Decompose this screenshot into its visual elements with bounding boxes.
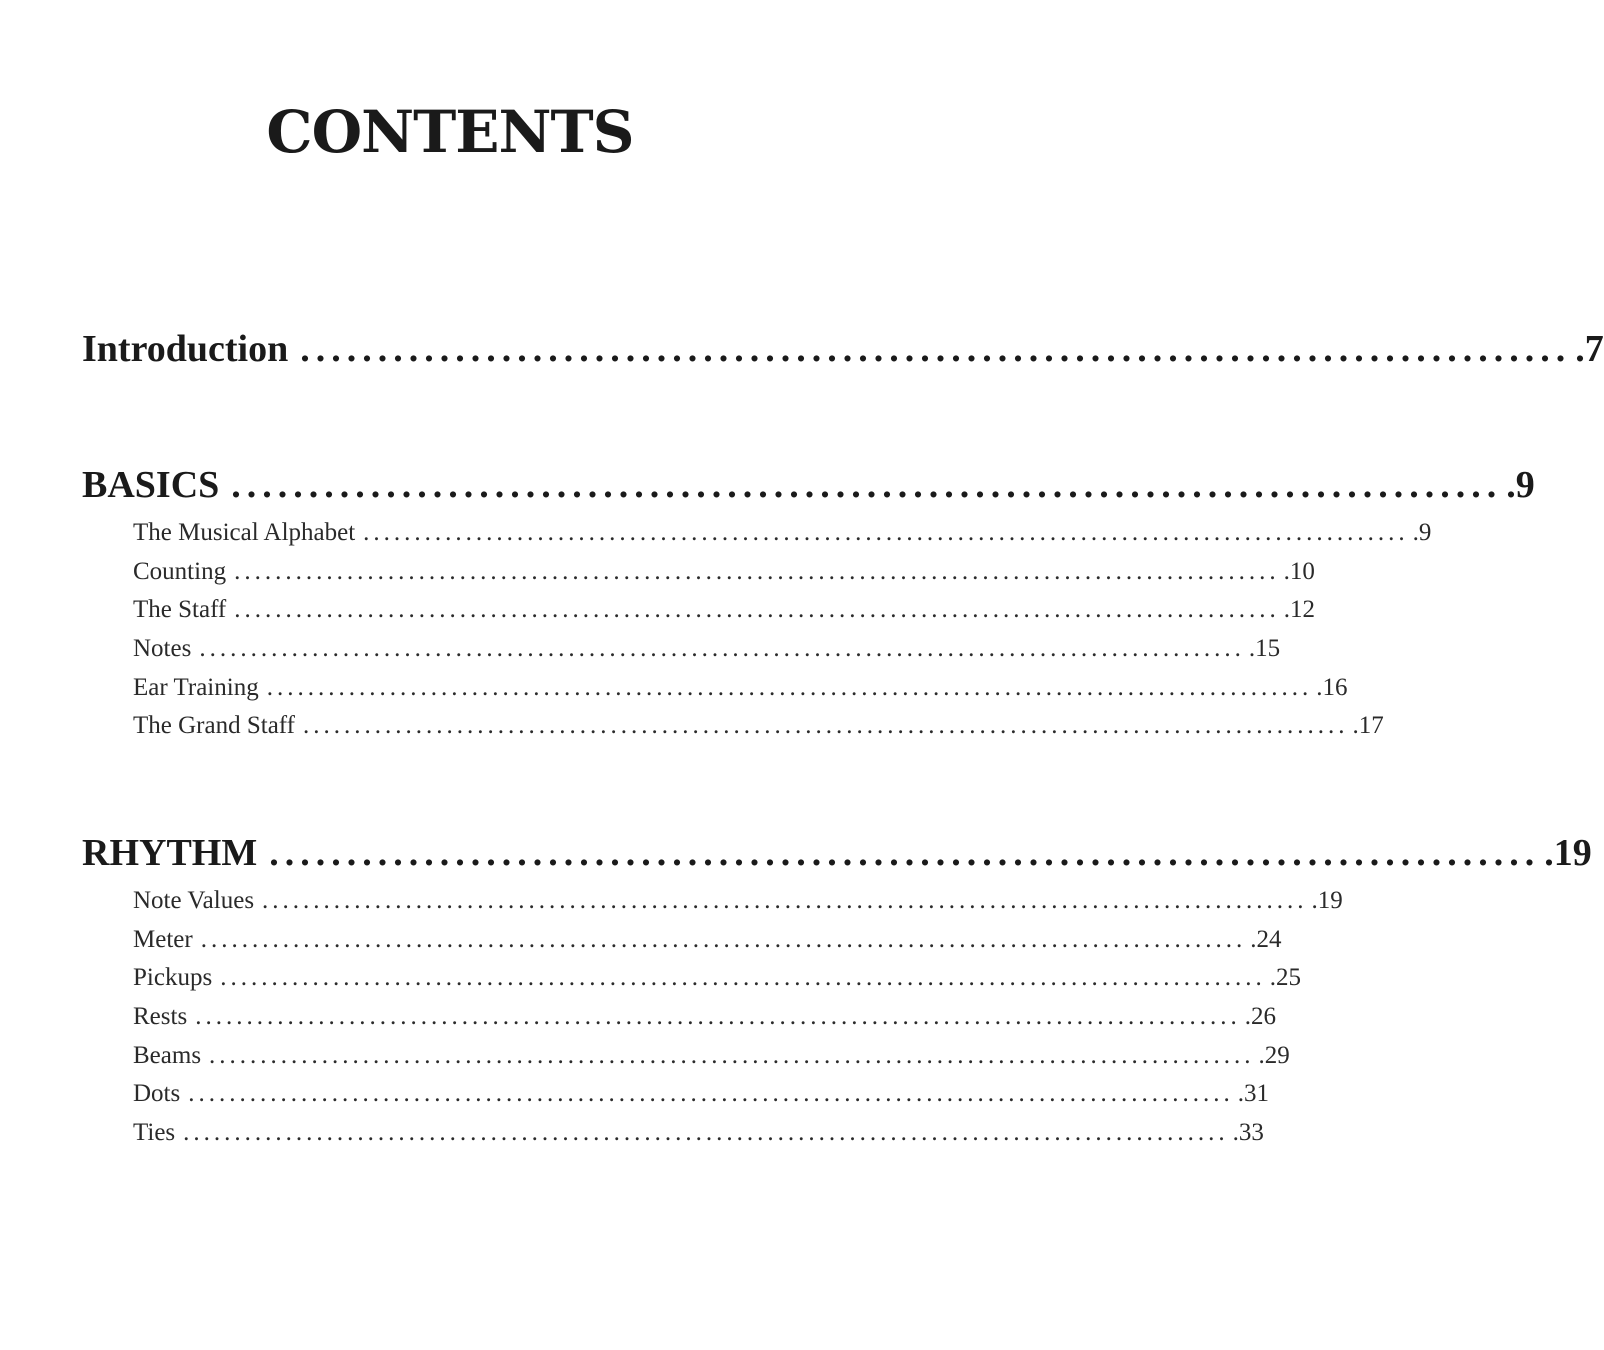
toc-subentry-page: .25 bbox=[1269, 964, 1301, 992]
toc-subentry-page: .19 bbox=[1311, 887, 1343, 914]
dot-leader: .................................................................................. bbox=[231, 464, 1503, 506]
dot-leader: ...................................................................................................... bbox=[303, 712, 1349, 740]
toc-subentry-label: Dots bbox=[133, 1080, 181, 1108]
dot-leader: ...................................................................................................... bbox=[183, 1119, 1229, 1147]
dot-leader: .................................................................................. bbox=[269, 832, 1541, 874]
toc-subentry[interactable] bbox=[133, 707, 1384, 746]
toc-subentry-page: .10 bbox=[1283, 557, 1315, 585]
toc-section-rhythm bbox=[82, 828, 1592, 1153]
toc-sublist-rhythm bbox=[82, 882, 1343, 1153]
dot-leader: ...................................................................................................... bbox=[220, 964, 1266, 992]
page-title: CONTENTS bbox=[266, 98, 634, 166]
toc-subentry-label: The Staff bbox=[133, 596, 227, 624]
toc-entry-basics[interactable] bbox=[82, 460, 1535, 510]
toc-subentry-page: .29 bbox=[1258, 1041, 1290, 1069]
dot-leader: ...................................................................................................... bbox=[199, 635, 1245, 663]
toc-subentry-label: Meter bbox=[133, 925, 193, 953]
toc-subentry[interactable] bbox=[133, 630, 1281, 669]
toc-subentry[interactable] bbox=[133, 959, 1301, 998]
toc-subentry-page: .24 bbox=[1250, 925, 1282, 953]
toc-subentry-page: .31 bbox=[1237, 1080, 1269, 1108]
toc-entry-label: RHYTHM bbox=[82, 832, 258, 874]
toc-subentry[interactable] bbox=[133, 669, 1348, 708]
dot-leader: .................................................................................. bbox=[300, 328, 1572, 370]
toc-subentry-page: .33 bbox=[1232, 1119, 1264, 1147]
toc-entry-introduction[interactable] bbox=[82, 324, 1604, 374]
toc-subentry-page: .15 bbox=[1248, 635, 1281, 663]
dot-leader: ...................................................................................................... bbox=[363, 519, 1409, 546]
toc-subentry[interactable] bbox=[133, 591, 1316, 630]
toc-subentry-label: Ties bbox=[133, 1119, 176, 1147]
toc-subentry[interactable] bbox=[133, 998, 1276, 1037]
toc-subentry-page: .12 bbox=[1283, 596, 1316, 624]
toc-entry-label: BASICS bbox=[82, 464, 220, 506]
dot-leader: ...................................................................................................... bbox=[234, 596, 1280, 624]
toc-entry-page: .7 bbox=[1575, 328, 1604, 370]
dot-leader: ...................................................................................................... bbox=[195, 1003, 1241, 1031]
toc-entry-label: Introduction bbox=[82, 328, 289, 370]
toc-subentry[interactable] bbox=[133, 882, 1343, 921]
toc-sublist-basics bbox=[82, 514, 1432, 746]
toc-subentry-page: .9 bbox=[1412, 519, 1432, 546]
dot-leader: ...................................................................................................... bbox=[188, 1080, 1234, 1108]
toc-subentry[interactable] bbox=[133, 1075, 1269, 1114]
toc-subentry-label: Beams bbox=[133, 1041, 202, 1069]
dot-leader: ...................................................................................................... bbox=[262, 887, 1308, 914]
toc-subentry[interactable] bbox=[133, 553, 1315, 592]
toc-subentry-page: .16 bbox=[1316, 673, 1348, 701]
dot-leader: ...................................................................................................... bbox=[234, 557, 1280, 585]
dot-leader: ...................................................................................................... bbox=[209, 1041, 1255, 1069]
toc-subentry[interactable] bbox=[133, 514, 1432, 553]
toc-subentry-label: The Grand Staff bbox=[133, 712, 295, 740]
toc-section-introduction bbox=[82, 324, 1604, 374]
toc-entry-page: .9 bbox=[1506, 464, 1535, 506]
toc-subentry[interactable] bbox=[133, 1037, 1290, 1076]
dot-leader: ...................................................................................................... bbox=[200, 925, 1247, 953]
toc-subentry-label: Pickups bbox=[133, 964, 213, 992]
toc-entry-rhythm[interactable] bbox=[82, 828, 1592, 878]
toc-subentry-label: Notes bbox=[133, 635, 192, 663]
dot-leader: ...................................................................................................... bbox=[266, 673, 1313, 701]
toc-subentry-label: Note Values bbox=[133, 887, 255, 914]
toc-subentry-label: Counting bbox=[133, 557, 227, 585]
toc-subentry[interactable] bbox=[133, 1114, 1264, 1153]
toc-subentry-label: The Musical Alphabet bbox=[133, 519, 356, 546]
toc-subentry-page: .26 bbox=[1244, 1003, 1276, 1031]
toc-subentry[interactable] bbox=[133, 921, 1282, 960]
toc-subentry-page: .17 bbox=[1352, 712, 1384, 740]
toc-subentry-label: Rests bbox=[133, 1003, 188, 1031]
toc-section-basics bbox=[82, 460, 1535, 746]
toc-subentry-label: Ear Training bbox=[133, 673, 259, 701]
toc-entry-page: .19 bbox=[1544, 832, 1592, 874]
